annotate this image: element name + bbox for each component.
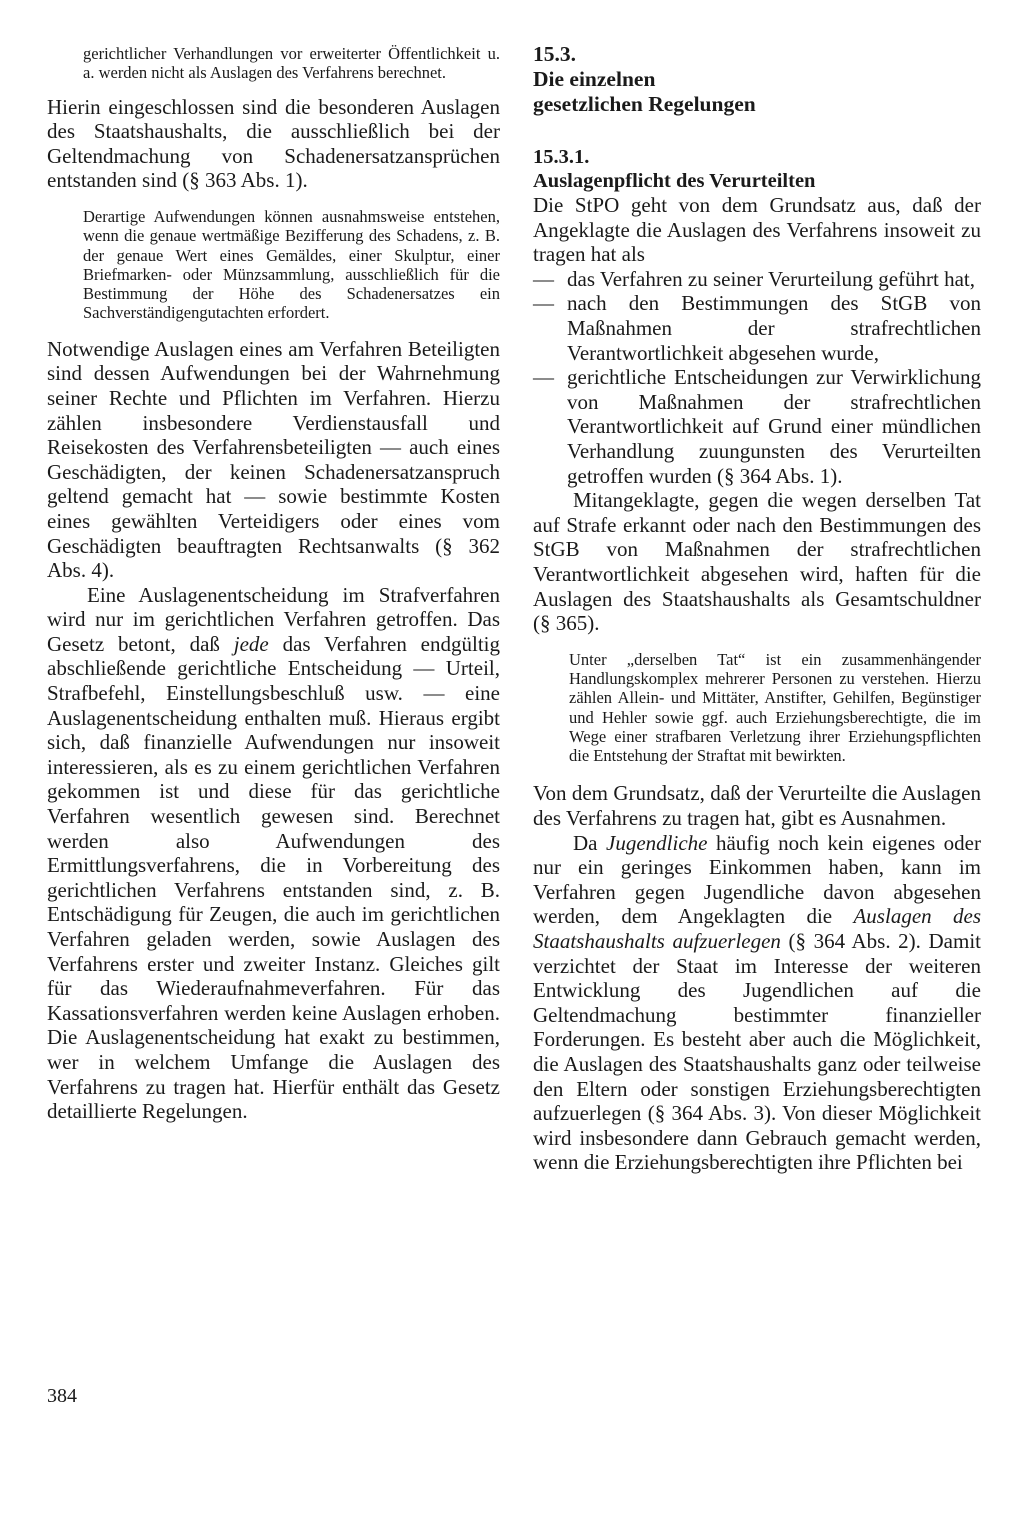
section-title: gesetzlichen Regelungen bbox=[533, 92, 756, 116]
section-number: 15.3. bbox=[533, 42, 576, 66]
emphasis-text: Jugendliche bbox=[606, 830, 708, 855]
emphasis-text: jede bbox=[233, 631, 269, 656]
note-paragraph: Derartige Aufwendungen können ausnahmsweise entstehen, wenn die genaue wertmäßige Bezifferung des Schadens, z. B. der genaue Wert eines Gemäldes, einer Skulptur, einer Briefmarken- oder Münzsammlung, ausschließlich für die Bestimmung der Höhe des Schadenersatzes ein Sachverständigengutachten erfordert. bbox=[83, 206, 500, 323]
body-paragraph: Da Jugendliche häufig noch kein eigenes oder nur ein geringes Einkommen haben, kann im Verfahren gegen Jugendliche davon abgesehen werden, dem Angeklagten die Auslagen des Staatshaushalts aufzuerlegen (§ 364 Abs. 2). Damit verzichtet der Staat im Interesse der weiteren Entwicklung des Jugendlichen auf die Geltendmachung bestimmter finanzieller Forderungen. Es besteht aber auch die Möglichkeit, die Auslagen des Staatshaushalts ganz oder teilweise den Eltern oder sonstigen Erziehungsberechtigten aufzuerlegen (§ 364 Abs. 3). Von dieser Möglichkeit wird insbesondere dann Gebrauch gemacht werden, wenn die Erziehungsberechtigten ihre Pflichten bei bbox=[533, 830, 982, 1175]
dash-marker: — bbox=[533, 291, 554, 316]
list-item: — gerichtliche Entscheidungen zur Verwirklichung von Maßnahmen der strafrechtlichen Verantwortlichkeit auf Grund einer mündlichen Verhandlung zuungunsten des Verurteilten getroffen wurden (§ 364 Abs. 1). bbox=[533, 365, 981, 488]
subsection-number: 15.3.1. bbox=[533, 146, 590, 168]
page-number: 384 bbox=[47, 1385, 77, 1407]
dash-marker: — bbox=[533, 266, 554, 291]
body-paragraph: Die StPO geht von dem Grundsatz aus, daß der Angeklagte die Auslagen des Verfahrens insoweit zu tragen hat als bbox=[533, 193, 981, 267]
subsection-title: Auslagenpflicht des Verurteilten bbox=[533, 170, 816, 192]
note-paragraph: gerichtlicher Verhandlungen vor erweiterter Öffentlichkeit u. a. werden nicht als Auslagen des Verfahrens berechnet. bbox=[83, 44, 500, 83]
list-item: — nach den Bestimmungen des StGB von Maßnahmen der strafrechtlichen Verantwortlichkeit abgesehen wurde, bbox=[533, 291, 981, 365]
body-paragraph: Notwendige Auslagen eines am Verfahren Beteiligten sind dessen Aufwendungen bei der Wahrnehmung seiner Rechte und Pflichten im Verfahren. Hierzu zählen insbesondere Verdienstausfall und Reisekosten des Verfahrensbeteiligten — auch eines Geschädigten, der keinen Schadenersatzanspruch geltend gemacht hat — sowie bestimmte Kosten eines gewählten Verteidigers oder eines vom Geschädigten beauftragten Rechtsanwalts (§ 362 Abs. 4). bbox=[47, 336, 500, 583]
body-paragraph: Mitangeklagte, gegen die wegen derselben Tat auf Strafe erkannt oder nach den Bestimmungen des StGB von Maßnahmen der strafrechtlichen Verantwortlichkeit abgesehen wird, haften für die Auslagen des Staatshaushalts als Gesamtschuldner (§ 365). bbox=[533, 488, 981, 636]
body-paragraph: Eine Auslagenentscheidung im Strafverfahren wird nur im gerichtlichen Verfahren getroffen. Das Gesetz betont, daß jede das Verfahren endgültig abschließende gerichtliche Entscheidung — Urteil, Strafbefehl, Einstellungsbeschluß usw. — eine Auslagenentscheidung enthalten muß. Hieraus ergibt sich, daß finanzielle Aufwendungen nur insoweit interessieren, als es zu einem gerichtlichen Verfahren gekommen ist und diese für das gerichtliche Verfahren wesentlich gewesen sind. Berechnet werden also Aufwendungen des Ermittlungsverfahrens, die in Vorbereitung des gerichtlichen Verfahrens entstanden sind, z. B. Entschädigung für Zeugen, die auch im gerichtlichen Verfahren geladen werden, sowie Auslagen des Verfahrens erster und zweiter Instanz. Gleiches gilt für das Wiederaufnahmeverfahren. Für das Kassationsverfahren werden keine Auslagen erhoben. Die Auslagenentscheidung hat exakt zu bestimmen, wer in welchem Umfange die Auslagen des Verfahrens zu tragen hat. Hierfür enthält das Gesetz detaillierte Regelungen. bbox=[47, 582, 500, 1124]
dash-marker: — bbox=[533, 365, 554, 390]
section-title: Die einzelnen bbox=[533, 67, 656, 91]
emphasis-text: Auslagen des Staatshaushalts aufzuerlegen bbox=[533, 904, 982, 954]
note-paragraph: Unter „derselben Tat“ ist ein zusammenhängender Handlungskomplex mehrerer Personen zu verstehen. Hierzu zählen Allein- und Mittäter, Anstifter, Gehilfen, Begünstiger und Hehler sowie ggf. auch Erziehungsberechtigte, die im Wege einer strafbaren Verletzung ihrer Erziehungspflichten die Entstehung der Straftat mit bewirkten. bbox=[569, 649, 981, 766]
left-column bbox=[47, 0, 500, 1124]
right-column bbox=[533, 0, 981, 1175]
dash-list bbox=[533, 267, 981, 488]
body-paragraph: Von dem Grundsatz, daß der Verurteilte die Auslagen des Verfahrens zu tragen hat, gibt es Ausnahmen. bbox=[533, 781, 981, 831]
list-item: — das Verfahren zu seiner Verurteilung geführt hat, bbox=[533, 266, 975, 291]
body-paragraph: Hierin eingeschlossen sind die besonderen Auslagen des Staatshaushalts, die ausschließlich bei der Geltendmachung von Schadenersatzansprüchen entstanden sind (§ 363 Abs. 1). bbox=[47, 94, 500, 193]
